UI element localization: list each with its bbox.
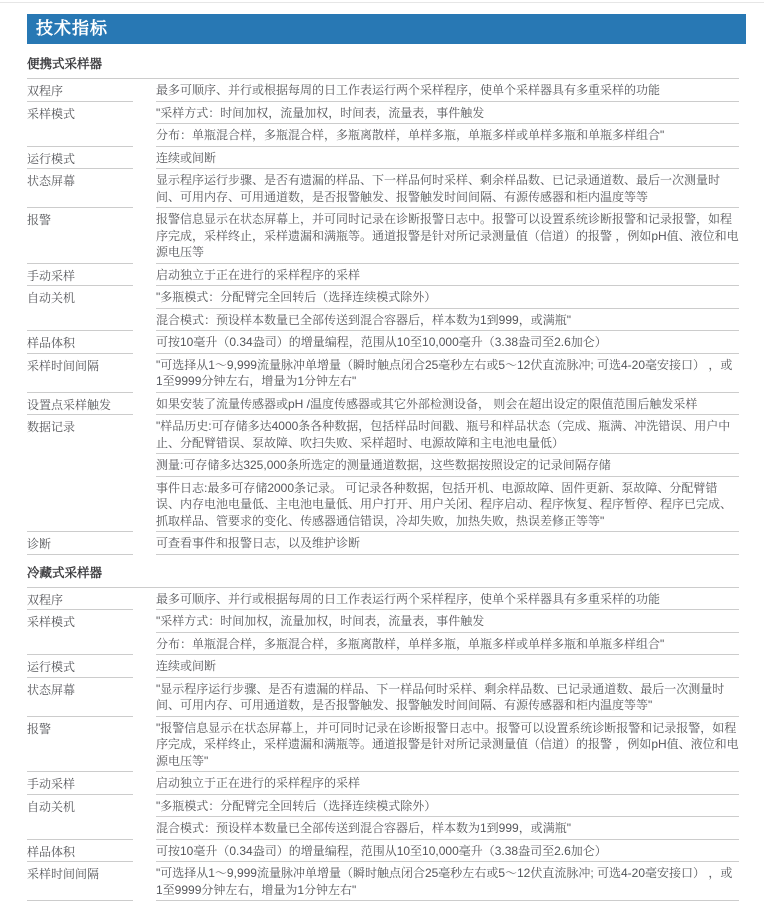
spec-label: 样品体积 [27,840,133,863]
spec-row [27,717,739,773]
column-gap [133,795,156,840]
spec-label: 采样模式 [27,610,133,655]
column-gap [133,286,156,331]
column-gap [133,102,156,147]
spec-value-paragraph: 最多可顺序、并行或根据每周的日工作表运行两个采样程序，使单个采样器具有多重采样的功能 [156,79,739,102]
spec-value-cell [156,286,739,331]
spec-label: 双程序 [27,79,133,102]
spec-row [27,354,739,393]
column-gap [133,610,156,655]
spec-row [27,147,739,170]
spec-value-paragraph: "显示程序运行步骤、是否有遗漏的样品、下一样品何时采样、剩余样品数、已记录通道数、最后一次测量时间、可用内存、可用通道数，是否报警触发、报警触发时间间隔、有源传感器和柜内温度等等" [156,678,739,717]
spec-label: 手动采样 [27,264,133,287]
column-gap [133,840,156,863]
spec-value-paragraph: "采样方式：时间加权，流量加权，时间表，流量表，事件触发 [156,610,739,633]
spec-label: 样品体积 [27,331,133,354]
spec-row [27,772,739,795]
spec-row [27,532,739,555]
column-gap [133,393,156,416]
spec-row [27,655,739,678]
column-gap [133,532,156,555]
spec-value-cell [156,393,739,416]
spec-value-paragraph: 连续或间断 [156,655,739,678]
spec-row [27,610,739,655]
spec-value-cell [156,610,739,655]
spec-row [27,588,739,611]
spec-row [27,208,739,264]
spec-value-paragraph: 测量:可存储多达325,000条所选定的测量通道数据，这些数据按照设定的记录间隔存储 [156,454,739,477]
spec-value-cell [156,415,739,532]
spec-label: 报警 [27,208,133,264]
column-gap [133,147,156,170]
spec-label: 采样时间间隔 [27,354,133,393]
column-gap [133,772,156,795]
section-title: 冷藏式采样器 [27,555,739,588]
top-divider [0,2,764,3]
spec-value-paragraph: 分布：单瓶混合样，多瓶混合样，多瓶离散样，单样多瓶，单瓶多样或单样多瓶和单瓶多样组合" [156,124,739,147]
spec-label: 数据记录 [27,415,133,532]
spec-row [27,678,739,717]
spec-label: 采样模式 [27,102,133,147]
spec-value-paragraph: 报警信息显示在状态屏幕上，并可同时记录在诊断报警日志中。报警可以设置系统诊断报警和记录报警，如程序完成，采样终止，采样遗漏和满瓶等。通道报警是针对所记录测量值（信道）的报警 ，例如pH值、液位和电源电压等 [156,208,739,264]
spec-table [27,46,739,901]
spec-sheet [27,14,746,901]
spec-row [27,264,739,287]
spec-value-cell [156,862,739,901]
spec-label: 运行模式 [27,147,133,170]
spec-label: 状态屏幕 [27,678,133,717]
column-gap [133,354,156,393]
spec-label: 自动关机 [27,795,133,840]
spec-value-cell [156,331,739,354]
spec-row [27,286,739,331]
spec-value-paragraph: 事件日志:最多可存储2000条记录。 可记录各种数据，包括开机、电源故障、固件更新、泵故障、分配臂错误、内存电池电量低、主电池电量低、用户打开、用户关闭、程序启动、程序恢复、程序暂停、程序已完成、抓取样品、管要求的变化、传感器通信错误，冷却失败，加热失败，热误差修正等等" [156,477,739,533]
spec-value-paragraph: 显示程序运行步骤、是否有遗漏的样品、下一样品何时采样、剩余样品数、已记录通道数、最后一次测量时间、可用内存、可用通道数，是否报警触发、报警触发时间间隔、有源传感器和柜内温度等等 [156,169,739,208]
spec-value-paragraph: "多瓶模式：分配臂完全回转后（选择连续模式除外） [156,286,739,309]
spec-value-paragraph: "多瓶模式：分配臂完全回转后（选择连续模式除外） [156,795,739,818]
spec-value-paragraph: 连续或间断 [156,147,739,170]
spec-value-paragraph: 可查看事件和报警日志，以及维护诊断 [156,532,739,555]
spec-row [27,169,739,208]
spec-row [27,862,739,901]
column-gap [133,208,156,264]
spec-value-paragraph: "可选择从1～9,999流量脉冲单增量（瞬时触点闭合25毫秒左右或5～12伏直流脉冲; 可选4-20毫安接口） ，或1至9999分钟左右，增量为1分钟左右" [156,862,739,901]
spec-label: 报警 [27,717,133,773]
spec-row [27,415,739,532]
spec-value-cell [156,102,739,147]
spec-label: 自动关机 [27,286,133,331]
spec-value-paragraph: 混合模式：预设样本数量已全部传送到混合容器后，样本数为1到999，或满瓶" [156,309,739,332]
spec-value-cell [156,678,739,717]
spec-row [27,79,739,102]
spec-value-cell [156,79,739,102]
spec-value-paragraph: "报警信息显示在状态屏幕上，并可同时记录在诊断报警日志中。报警可以设置系统诊断报警和记录报警，如程序完成，采样终止，采样遗漏和满瓶等。通道报警是针对所记录测量值（信道）的报警 ，例如pH值、液位和电源电压等" [156,717,739,773]
spec-value-paragraph: 如果安装了流量传感器或pH /温度传感器或其它外部检测设备， 则会在超出设定的限值范围后触发采样 [156,393,739,416]
column-gap [133,678,156,717]
spec-row [27,393,739,416]
column-gap [133,717,156,773]
spec-value-paragraph: 混合模式：预设样本数量已全部传送到混合容器后，样本数为1到999，或满瓶" [156,817,739,840]
spec-label: 状态屏幕 [27,169,133,208]
spec-label: 运行模式 [27,655,133,678]
spec-value-paragraph: 最多可顺序、并行或根据每周的日工作表运行两个采样程序，使单个采样器具有多重采样的功能 [156,588,739,611]
spec-label: 手动采样 [27,772,133,795]
spec-value-cell [156,717,739,773]
spec-value-paragraph: "采样方式：时间加权，流量加权，时间表，流量表，事件触发 [156,102,739,125]
column-gap [133,588,156,611]
spec-value-paragraph: 可按10毫升（0.34盎司）的增量编程，范围从10至10,000毫升（3.38盎司至2.6加仑） [156,840,739,863]
spec-value-cell [156,840,739,863]
column-gap [133,862,156,901]
spec-label: 采样时间间隔 [27,862,133,901]
spec-value-cell [156,772,739,795]
spec-value-cell [156,208,739,264]
spec-value-cell [156,532,739,555]
spec-value-paragraph: "样品历史:可存储多达4000条各种数据，包括样品时间戳、瓶号和样品状态（完成、瓶满、冲洗错误、用户中止、分配臂错误、泵故障、吹扫失败、采样超时、电源故障和主电池电量低） [156,415,739,454]
spec-value-paragraph: 可按10毫升（0.34盎司）的增量编程，范围从10至10,000毫升（3.38盎司至2.6加仑） [156,331,739,354]
column-gap [133,415,156,532]
column-gap [133,264,156,287]
page-title: 技术指标 [27,14,746,44]
spec-row [27,331,739,354]
spec-label: 双程序 [27,588,133,611]
spec-value-cell [156,169,739,208]
spec-value-paragraph: 启动独立于正在进行的采样程序的采样 [156,772,739,795]
section-title: 便携式采样器 [27,46,739,79]
column-gap [133,169,156,208]
spec-value-cell [156,795,739,840]
spec-value-cell [156,588,739,611]
spec-label: 设置点采样触发 [27,393,133,416]
spec-value-paragraph: 启动独立于正在进行的采样程序的采样 [156,264,739,287]
spec-label: 诊断 [27,532,133,555]
spec-value-paragraph: 分布：单瓶混合样，多瓶混合样，多瓶离散样，单样多瓶，单瓶多样或单样多瓶和单瓶多样组合" [156,633,739,656]
spec-value-paragraph: "可选择从1～9,999流量脉冲单增量（瞬时触点闭合25毫秒左右或5～12伏直流脉冲; 可选4-20毫安接口） ，或1至9999分钟左右，增量为1分钟左右" [156,354,739,393]
spec-row [27,102,739,147]
spec-value-cell [156,264,739,287]
column-gap [133,655,156,678]
column-gap [133,331,156,354]
spec-value-cell [156,354,739,393]
spec-value-cell [156,655,739,678]
spec-value-cell [156,147,739,170]
spec-row [27,795,739,840]
spec-row [27,840,739,863]
column-gap [133,79,156,102]
